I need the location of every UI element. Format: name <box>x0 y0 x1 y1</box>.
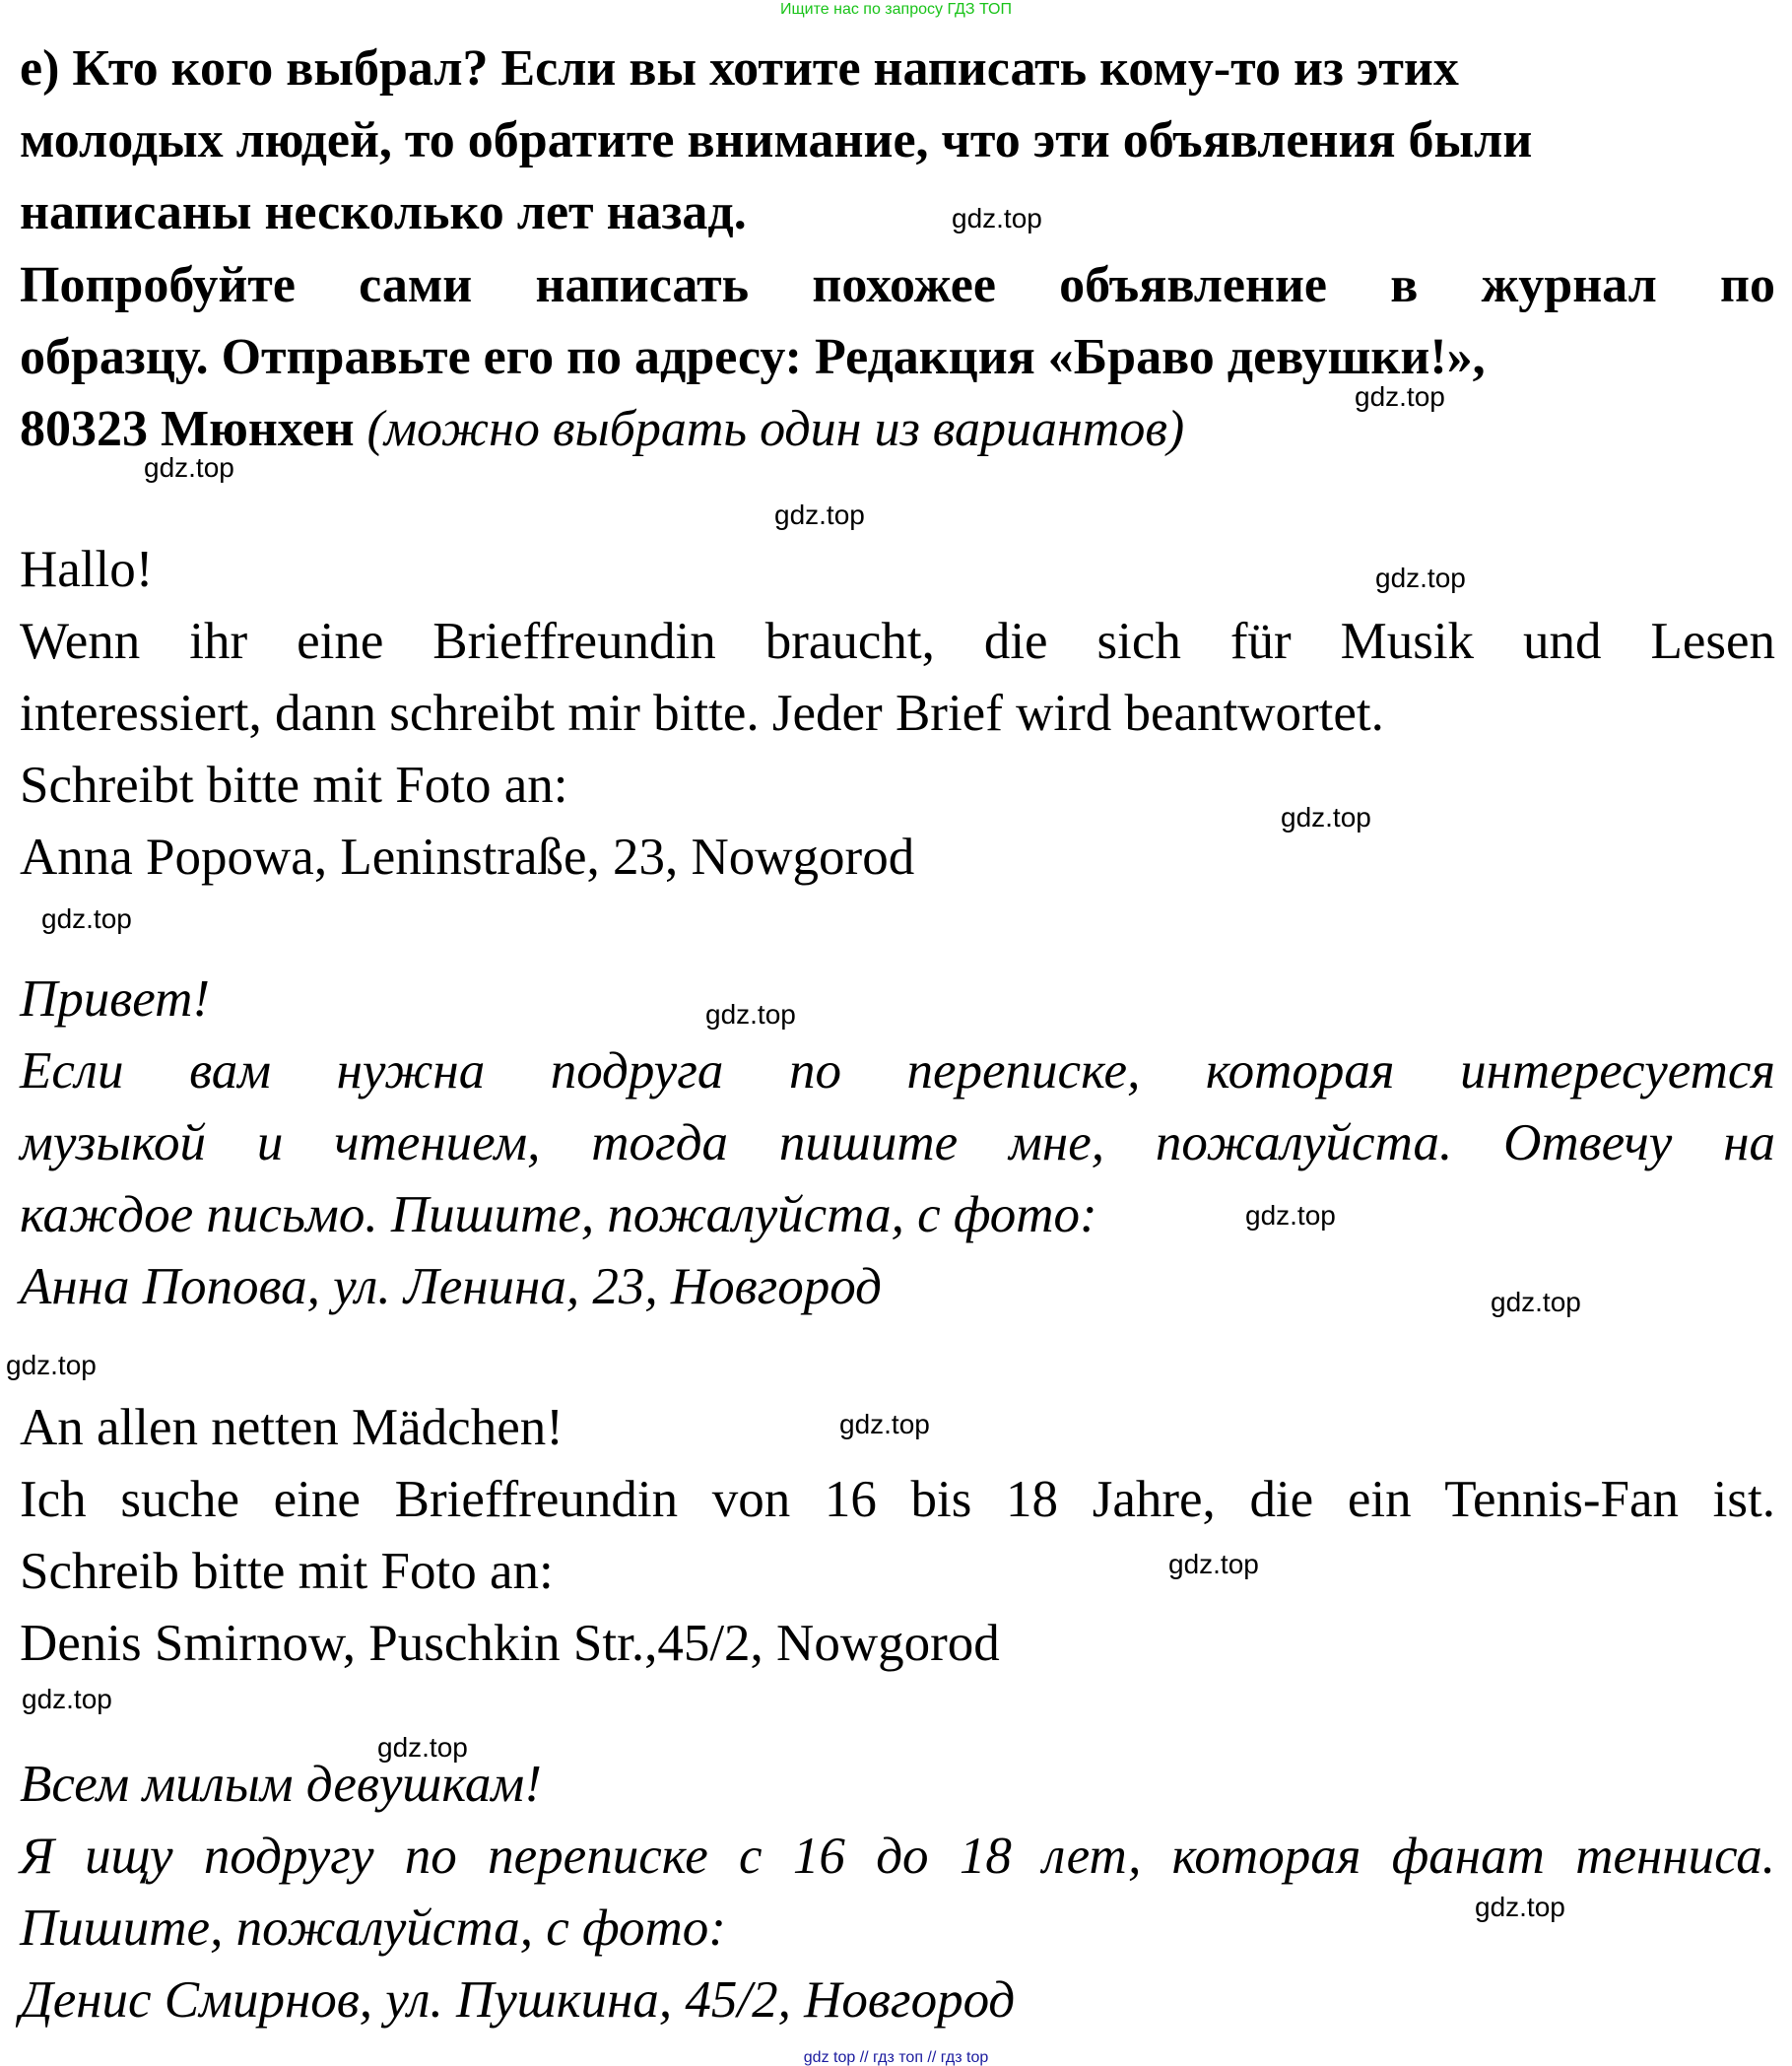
watermark: gdz.top <box>377 1732 468 1763</box>
footer-links: gdz top // гдз топ // гдз top <box>803 2049 989 2066</box>
ad1-address: Anna Popowa, Leninstraße, 23, Nowgorod <box>20 829 915 886</box>
watermark: gdz.top <box>6 1350 97 1380</box>
ad2-body-line-3: каждое письмо. Пишите, пожалуйста, с фото: <box>20 1186 1097 1243</box>
ad4-body-line-1: Я ищу подругу по переписке с 16 до 18 лет, которая фанат тенниса. <box>20 1828 1775 1885</box>
watermark: gdz.top <box>1475 1892 1565 1922</box>
task-line-3: написаны несколько лет назад. <box>20 184 747 240</box>
ad3-greeting: An allen netten Mädchen! <box>20 1399 564 1456</box>
ad4-body-line-2: Пишите, пожалуйста, с фото: <box>20 1899 726 1957</box>
ad1-body-line-2: interessiert, dann schreibt mir bitte. Jeder Brief wird beantwortet. <box>20 685 1384 742</box>
watermark: gdz.top <box>1168 1549 1259 1579</box>
ad3-body-line-1: Ich suche eine Brieffreundin von 16 bis 18 Jahre, die ein Tennis-Fan ist. <box>20 1471 1775 1528</box>
ad1-greeting: Hallo! <box>20 541 154 598</box>
watermark: gdz.top <box>1375 563 1466 593</box>
task-line-4: Попробуйте сами написать похожее объявление в журнал по <box>20 257 1775 313</box>
watermark: gdz.top <box>774 500 865 530</box>
ad2-greeting: Привет! <box>20 970 211 1028</box>
ad2-body-line-1: Если вам нужна подруга по переписке, которая интересуется <box>20 1042 1775 1100</box>
ad1-body-line-3: Schreibt bitte mit Foto an: <box>20 757 568 814</box>
ad4-address: Денис Смирнов, ул. Пушкина, 45/2, Новгород <box>20 1971 1016 2029</box>
watermark: gdz.top <box>1491 1287 1581 1317</box>
ad3-address: Denis Smirnow, Puschkin Str.,45/2, Nowgorod <box>20 1615 1000 1672</box>
watermark: gdz.top <box>41 903 132 934</box>
watermark: gdz.top <box>1245 1200 1336 1231</box>
watermark: gdz.top <box>144 452 234 483</box>
watermark: gdz.top <box>1355 381 1445 412</box>
ad1-body-line-1: Wenn ihr eine Brieffreundin braucht, die sich für Musik und Lesen <box>20 613 1775 670</box>
task-line-2: молодых людей, то обратите внимание, что эти объявления были <box>20 112 1533 168</box>
ad4-greeting: Всем милым девушкам! <box>20 1756 542 1813</box>
task-address: 80323 Мюнхен <box>20 401 355 457</box>
ad2-body-line-2: музыкой и чтением, тогда пишите мне, пожалуйста. Отвечу на <box>20 1114 1775 1171</box>
task-line-1: е) Кто кого выбрал? Если вы хотите написать кому-то из этих <box>20 40 1459 97</box>
ad2-address: Анна Попова, ул. Ленина, 23, Новгород <box>20 1258 882 1315</box>
task-hint: (можно выбрать один из вариантов) <box>366 401 1185 457</box>
top-banner: Ищите нас по запросу ГДЗ ТОП <box>780 1 1012 18</box>
ad3-body-line-2: Schreib bitte mit Foto an: <box>20 1543 554 1600</box>
watermark: gdz.top <box>705 999 796 1030</box>
watermark: gdz.top <box>1281 802 1371 833</box>
watermark: gdz.top <box>952 203 1042 233</box>
watermark: gdz.top <box>839 1409 930 1439</box>
task-line-5: образцу. Отправьте его по адресу: Редакция «Браво девушки!», <box>20 329 1486 385</box>
task-line-6 <box>20 401 1185 457</box>
watermark: gdz.top <box>22 1684 112 1714</box>
